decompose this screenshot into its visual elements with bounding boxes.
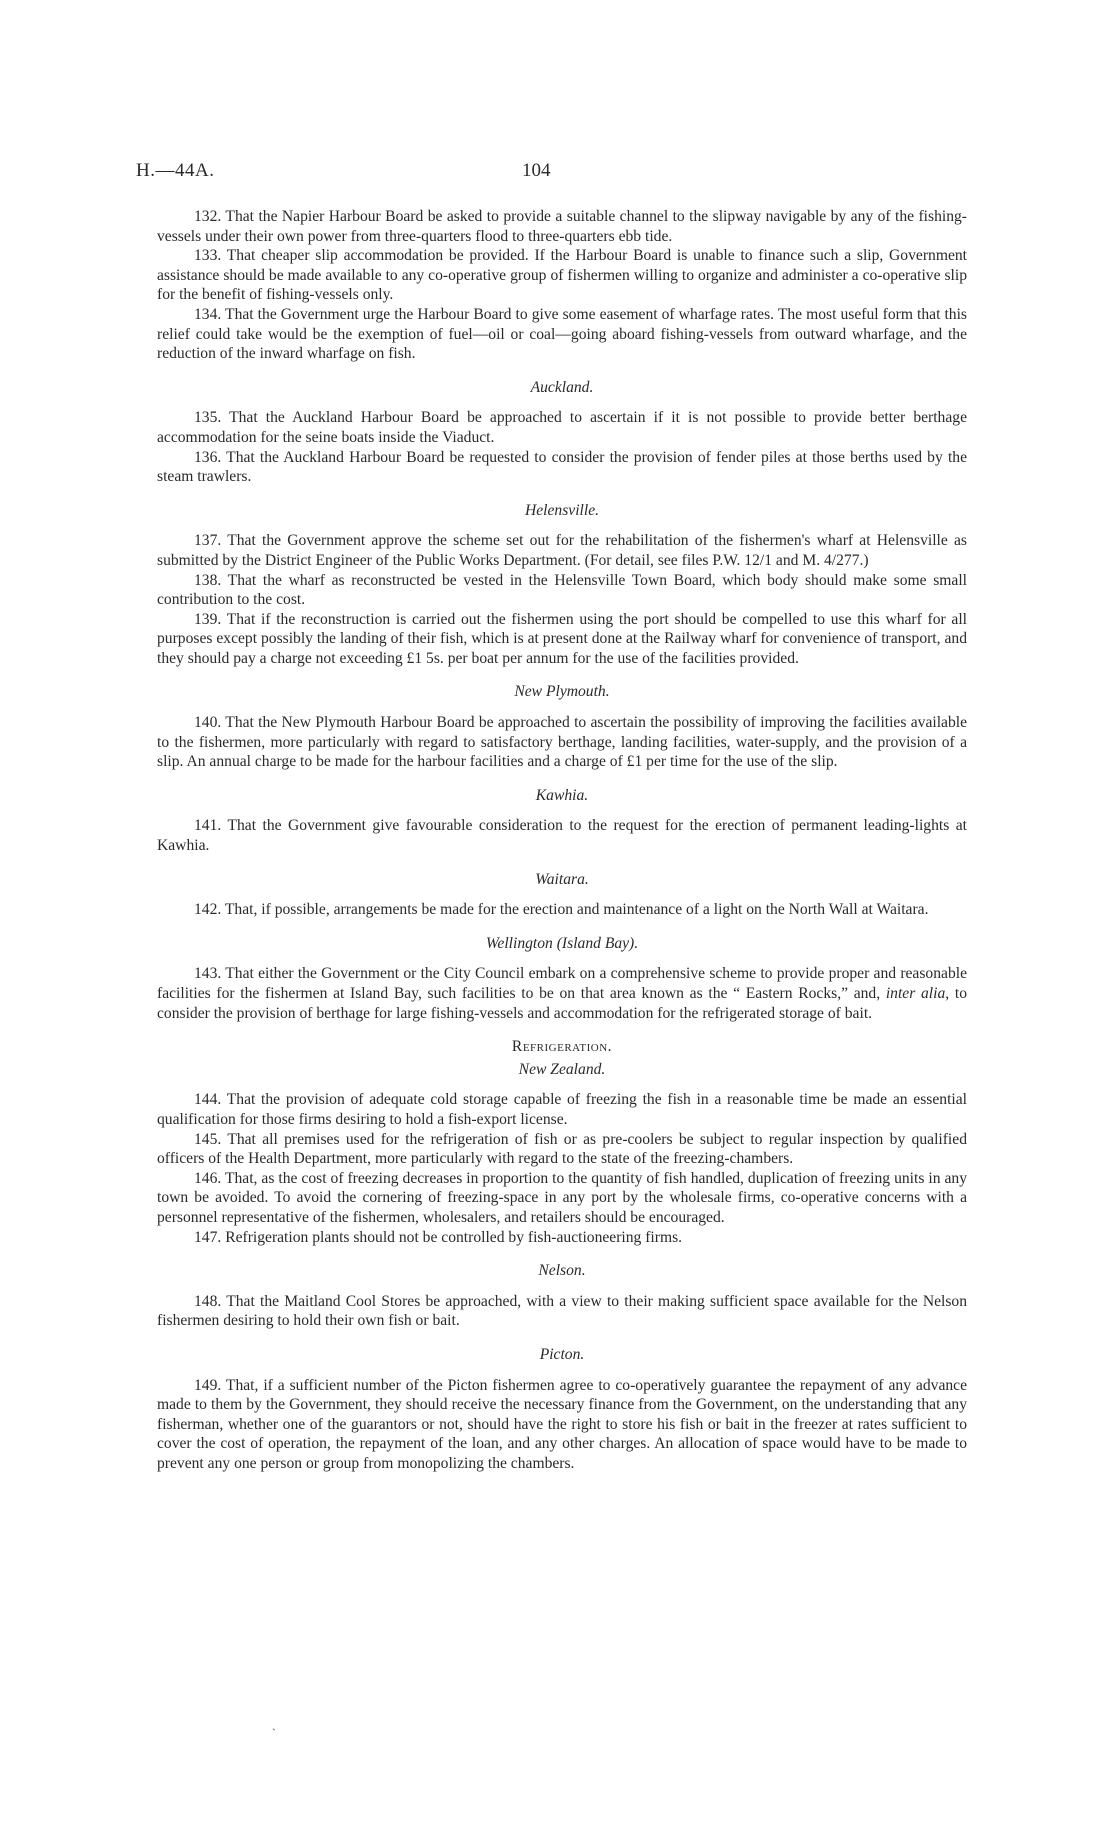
heading-nelson: Nelson. (538, 1262, 586, 1280)
heading-kawhia: Kawhia. (535, 786, 589, 804)
document-reference: H.—44A. (136, 160, 215, 181)
heading-wellington-island-bay: Wellington (Island Bay). (485, 934, 639, 952)
paragraph-144: 144. That the provision of adequate cold storage capable of freezing the fish in a reasonable time be made an essential qualification for those firms desiring to hold a fish-export license. (157, 1091, 967, 1128)
stray-mark: ˎ (272, 1717, 276, 1731)
document-body (157, 207, 967, 1473)
paragraph-136: 136. That the Auckland Harbour Board be requested to consider the provision of fender piles at those berths used by the steam trawlers. (157, 448, 967, 486)
paragraph-137: 137. That the Government approve the scheme set out for the rehabilitation of the fishermen's wharf at Helensville as submitted by the District Engineer of the Public Works Department. (For detail, see files P.W. 12/1 and M. 4/277.) (157, 532, 967, 569)
heading-auckland: Auckland. (530, 378, 594, 396)
heading-refrigeration: Refrigeration. (511, 1038, 613, 1056)
paragraph-141: 141. That the Government give favourable consideration to the request for the erection of permanent leading-lights at Kawhia. (157, 817, 967, 855)
paragraph-145: 145. That all premises used for the refrigeration of fish or as pre-coolers be subject to regular inspection by qualified officers of the Health Department, more particularly with regard to the state of the freezing-chambers. (157, 1130, 967, 1168)
latin-phrase: inter alia (885, 985, 946, 1002)
page-header (136, 160, 966, 184)
paragraph-139: 139. That if the reconstruction is carried out the fishermen using the port should be compelled to use this wharf for all purposes except possibly the landing of their fish, which is at present done at the Railway wharf for convenience of transport, and they should pay a charge not exceeding £1 5s. per boat per annum for the use of the facilities provided. (157, 610, 967, 667)
paragraph-132: 132. That the Napier Harbour Board be asked to provide a suitable channel to the slipway navigable by any of the fishing-vessels under their own power from three-quarters flood to three-quarters ebb tide. (157, 208, 967, 245)
paragraph-135: 135. That the Auckland Harbour Board be approached to ascertain if it is not possible to provide better berthage accommodation for the seine boats inside the Viaduct. (157, 409, 967, 446)
heading-picton: Picton. (539, 1345, 585, 1363)
paragraph-138: 138. That the wharf as reconstructed be vested in the Helensville Town Board, which body should make some small contribution to the cost. (157, 571, 967, 609)
heading-waitara: Waitara. (535, 870, 589, 888)
paragraph-148: 148. That the Maitland Cool Stores be approached, with a view to their making sufficient space available for the Nelson fishermen desiring to hold their own fish or bait. (157, 1292, 967, 1330)
heading-new-plymouth: New Plymouth. (514, 683, 610, 701)
paragraph-140: 140. That the New Plymouth Harbour Board be approached to ascertain the possibility of improving the facilities available to the fishermen, more particularly with regard to satisfactory berthage, landing facilities, water-supply, and the provision of a slip. An annual charge to be made for the harbour facilities and a charge of £1 per time for the use of the slip. (157, 714, 967, 771)
paragraph-146: 146. That, as the cost of freezing decreases in proportion to the quantity of fish handled, duplication of freezing units in any town be avoided. To avoid the cornering of freezing-space in any port by the wholesale firms, co-operative concerns with a personnel representative of the fishermen, wholesalers, and retailers should be encouraged. (157, 1169, 967, 1226)
heading-helensville: Helensville. (524, 501, 600, 519)
page-number: 104 (522, 160, 551, 181)
paragraph-143: 143. That either the Government or the City Council embark on a comprehensive scheme to provide proper and reasonable facilities for the fishermen at Island Bay, such facilities to be on that area known as the “ Eastern Rocks,” and, inter alia, to consider the provision of berthage for large fishing-vessels and accommodation for the refrigerated storage of bait. (157, 965, 967, 1022)
paragraph-149: 149. That, if a sufficient number of the Picton fishermen agree to co-operatively guarantee the repayment of any advance made to them by the Government, they should receive the necessary finance from the Government, on the understanding that any fisherman, whether one of the guarantors or not, should have the right to store his fish or bait in the freezer at rates sufficient to cover the cost of operation, the repayment of the loan, and any other charges. An allocation of space would have to be made to prevent any one person or group from monopolizing the chambers. (157, 1376, 967, 1472)
paragraph-142: 142. That, if possible, arrangements be made for the erection and maintenance of a light on the North Wall at Waitara. (194, 901, 929, 919)
heading-new-zealand: New Zealand. (518, 1060, 606, 1078)
paragraph-134: 134. That the Government urge the Harbour Board to give some easement of wharfage rates. The most useful form that this relief could take would be the exemption of fuel—oil or coal—going aboard fishing-vessels from outward wharfage, and the reduction of the inward wharfage on fish. (157, 305, 967, 363)
paragraph-133: 133. That cheaper slip accommodation be provided. If the Harbour Board is unable to finance such a slip, Government assistance should be made available to any co-operative group of fishermen willing to organize and administer a co-operative slip for the benefit of fishing-vessels only. (157, 247, 967, 304)
paragraph-147: 147. Refrigeration plants should not be controlled by fish-auctioneering firms. (194, 1228, 683, 1246)
